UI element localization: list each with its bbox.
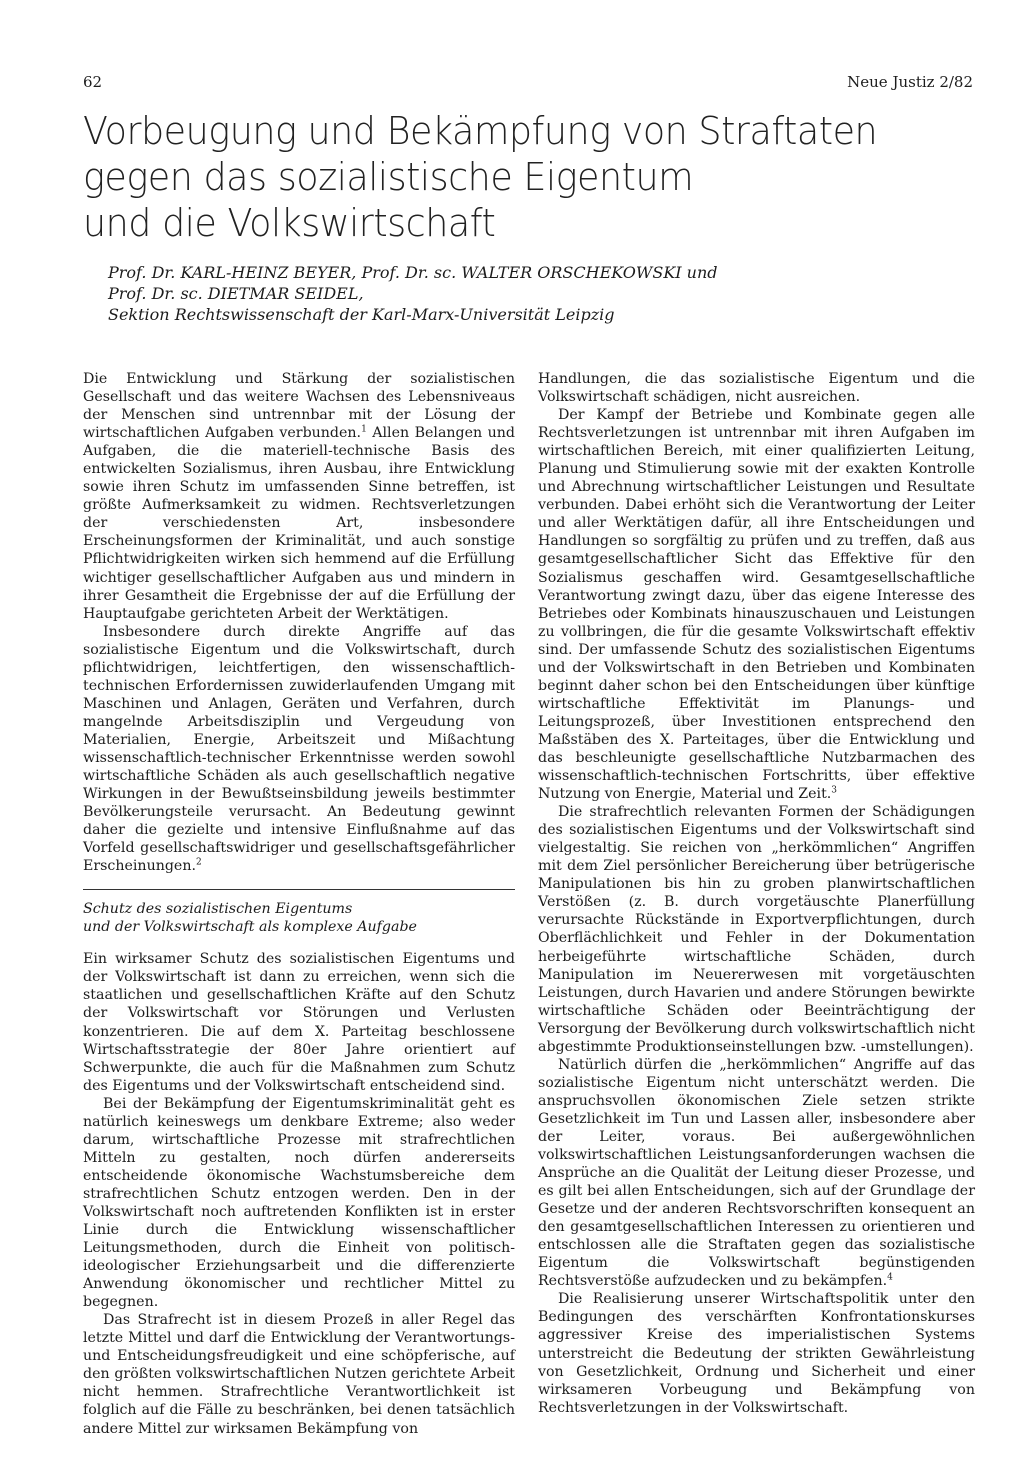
intro-paragraph-1: Die Entwicklung und Stärkung der sozialistischen Gesellschaft und das weitere Wachsen des Lebensniveaus der Menschen sind untrennbar mit der Lösung der wirtschaftlichen Aufgaben verbunden.$^1$ Allen Belangen und Aufgaben, die die materiell-technische Basis des entwickelten Sozialismus, ihren Ausbau, ihre Entwicklung sowie ihren Schutz im umfassenden Sinne betreffen, ist größte Aufmerksamkeit zu widmen. Rechtsverletzungen der verschiedensten Art, insbesondere Erscheinungsformen der Kriminalität, und auch sonstige Pflichtwidrigkeiten wirken sich hemmend auf die Erfüllung wichtiger gesellschaftlicher Aufgaben aus und mindern in ihrer Gesamtheit die Ergebnisse der auf die Erfüllung der Hauptaufgabe gerichteten Arbeit der Werktätigen. bbox=[83, 371, 516, 622]
section-paragraph-1: Ein wirksamer Schutz des sozialistischen Eigentums und der Volkswirtschaft ist dann zu erreichen, wenn sich die staatlichen und gesellschaftlichen Kräfte auf den Schutz der Volkswirtschaft vor Störungen und Verlusten konzentrieren. Die auf dem X. Parteitag beschlossene Wirtschaftsstrategie der 80er Jahre orientiert auf Schwerpunkte, die auch für die Maßnahmen zum Schutz des Eigentums und der Volkswirtschaft entscheidend sind. bbox=[83, 951, 515, 1094]
right-paragraph-5: Die Realisierung unserer Wirtschaftspolitik unter den Bedingungen des verschärften Konfrontationskurses aggressiver Kreise des imperialistischen Systems unterstreicht die Bedeutung der strikten Gewährleistung von Gesetzlichkeit, Ordnung und Sicherheit und einer wirksameren Vorbeugung und Bekämpfung von Rechtsverletzungen in der Volkswirtschaft. bbox=[538, 1291, 975, 1416]
footnote-ref: 2 bbox=[195, 857, 202, 868]
author-affiliation: Sektion Rechtswissenschaft der Karl-Marx-Universität Leipzig bbox=[108, 305, 615, 324]
footnote-ref: 3 bbox=[831, 785, 838, 796]
left-column bbox=[83, 370, 515, 1438]
journal-issue: Neue Justiz 2/82 bbox=[847, 73, 973, 91]
footnote-ref: 4 bbox=[887, 1272, 893, 1283]
article-title bbox=[83, 108, 963, 246]
right-paragraph-4: Natürlich dürfen die „herkömmlichen“ Angriffe auf das sozialistische Eigentum nicht unterschätzt werden. Die anspruchsvollen ökonomischen Ziele setzen strikte Gesetzlichkeit im Tun und Lassen aller, insbesondere aber der Leiter, voraus. Bei außergewöhnlichen volkswirtschaftlichen Leistungsanforderungen wachsen die Ansprüche an die Qualität der Leitung dieser Prozesse, und es gilt bei allen Entscheidungen, sich auf der Grundlage der Gesetze und der anderen Rechtsvorschriften konsequent an den gesamtgesellschaftlichen Interessen zu orientieren und entschlossen alle die Straftaten gegen das sozialistische Eigentum die Volkswirtschaft begünstigenden Rechtsverstöße aufzudecken und zu bekämpfen.$^4$ bbox=[538, 1056, 975, 1290]
footnote-ref: 1 bbox=[361, 424, 367, 435]
title-line-2: gegen das sozialistische Eigentum bbox=[83, 155, 694, 199]
section-paragraph-2: Bei der Bekämpfung der Eigentumskriminalität geht es natürlich keineswegs um denkbare Extreme; also weder darum, wirtschaftliche Prozesse mit strafrechtlichen Mitteln zu gestalten, noch dürfen andererseits entscheidende ökonomische Wachstumsbereiche dem strafrechtlichen Schutz entzogen werden. Den in der Volkswirtschaft noch auftretenden Konflikten ist in erster Linie durch die Entwicklung wissenschaftlicher Leitungsmethoden, durch die Einheit von politisch-ideologischer Erziehungsarbeit und die differenzierte Anwendung ökonomischer und rechtlicher Mittel zu begegnen. bbox=[83, 1095, 515, 1311]
section-paragraph-3: Das Strafrecht ist in diesem Prozeß in aller Regel das letzte Mittel und darf die Entwicklung der Verantwortungs- und Entscheidungsfreudigkeit und eine schöpferische, auf den größten volkswirtschaftlichen Nutzen gerichtete Arbeit nicht hemmen. Strafrechtliche Verantwortlichkeit ist folglich auf die Fälle zu beschränken, bei denen tatsächlich andere Mittel zur wirksamen Bekämpfung von bbox=[83, 1312, 515, 1437]
intro-paragraph-2: Insbesondere durch direkte Angriffe auf das sozialistische Eigentum und die Volkswirtschaft, durch pflichtwidrigen, leichtfertigen, den wissenschaftlich-technischen Erfordernissen zuwiderlaufenden Umgang mit Maschinen und Anlagen, Geräten und Verfahren, durch mangelnde Arbeitsdisziplin und Vergeudung von Materialien, Energie, Arbeitszeit und Mißachtung wissenschaftlich-technischer Erkenntnisse werden sowohl wirtschaftliche Schäden als auch gesellschaftlich negative Wirkungen in der Bewußtseinsbildung jeweils bestimmter Bevölkerungsteile verursacht. An Bedeutung gewinnt daher die gezielte und intensive Einflußnahme auf das Vorfeld gesellschaftswidriger und gesellschaftsgefährlicher Erscheinungen.$^2$ bbox=[83, 623, 515, 875]
title-line-1: Vorbeugung und Bekämpfung von Straftaten bbox=[83, 109, 878, 153]
section-heading: Schutz des sozialistischen Eigentums und der Volkswirtschaft als komplexe Aufgabe bbox=[83, 901, 417, 936]
right-paragraph-1: Handlungen, die das sozialistische Eigentum und die Volkswirtschaft schädigen, nicht ausreichen. bbox=[538, 371, 975, 406]
page-number: 62 bbox=[83, 73, 103, 91]
right-column bbox=[538, 370, 975, 1417]
title-line-3: und die Volkswirtschaft bbox=[83, 201, 496, 245]
right-paragraph-3: Die strafrechtlich relevanten Formen der Schädigungen des sozialistischen Eigentums und der Volkswirtschaft sind vielgestaltig. Sie reichen von „herkömmlichen“ Angriffen mit dem Ziel persönlicher Bereicherung über betrügerische Manipulationen bis hin zu groben planwirtschaftlichen Verstößen (z. B. durch vorgetäuschte Planerfüllung verursachte Rückstände in Exportverpflichtungen, durch Oberflächlichkeit und Fehler in der Dokumentation herbeigeführte wirtschaftliche Schäden, durch Manipulation im Neuererwesen mit vorgetäuschten Leistungen, durch Havarien und andere Störungen bewirkte wirtschaftliche Schäden oder Beeinträchtigung der Versorgung der Bevölkerung durch volkswirtschaftlich nicht abgestimmte Produktionseinstellungen bzw. -umstellungen). bbox=[538, 804, 975, 1055]
author-block bbox=[108, 262, 928, 325]
author-line-2: Prof. Dr. sc. DIETMAR SEIDEL, bbox=[108, 284, 364, 303]
author-line-1: Prof. Dr. KARL-HEINZ BEYER, Prof. Dr. sc. WALTER ORSCHEKOWSKI und bbox=[108, 263, 718, 282]
section-divider bbox=[83, 889, 515, 890]
running-header bbox=[83, 73, 973, 93]
right-paragraph-2: Der Kampf der Betriebe und Kombinate gegen alle Rechtsverletzungen ist untrennbar mit ihren Aufgaben im wirtschaftlichen Bereich, mit einer qualifizierten Leitung, Planung und Stimulierung sowie mit der exakten Kontrolle und Abrechnung wirtschaftlicher Leistungen und Resultate verbunden. Dabei erhöht sich die Verantwortung der Leiter und aller Werktätigen dafür, all ihre Entscheidungen und Handlungen so sorgfältig zu prüfen und zu treffen, daß aus gesamtgesellschaftlicher Sicht das Effektive für den Sozialismus geschaffen wird. Gesamtgesellschaftliche Verantwortung zwingt dazu, über das eigene Interesse des Betriebes oder Kombinats hinauszuschauen und Leistungen zu vollbringen, die für die gesamte Volkswirtschaft effektiv sind. Der umfassende Schutz des sozialistischen Eigentums und der Volkswirtschaft in den Betrieben und Kombinaten beginnt daher schon bei den Entscheidungen über künftige wirtschaftliche Effektivität im Planungs- und Leitungsprozeß, über Investitionen entsprechend den Maßstäben des X. Parteitages, über die Entwicklung und das beschleunigte gesellschaftliche Nutzbarmachen des wissenschaftlich-technischen Fortschritts, über effektive Nutzung von Energie, Material und Zeit.$^3$ bbox=[538, 407, 975, 803]
